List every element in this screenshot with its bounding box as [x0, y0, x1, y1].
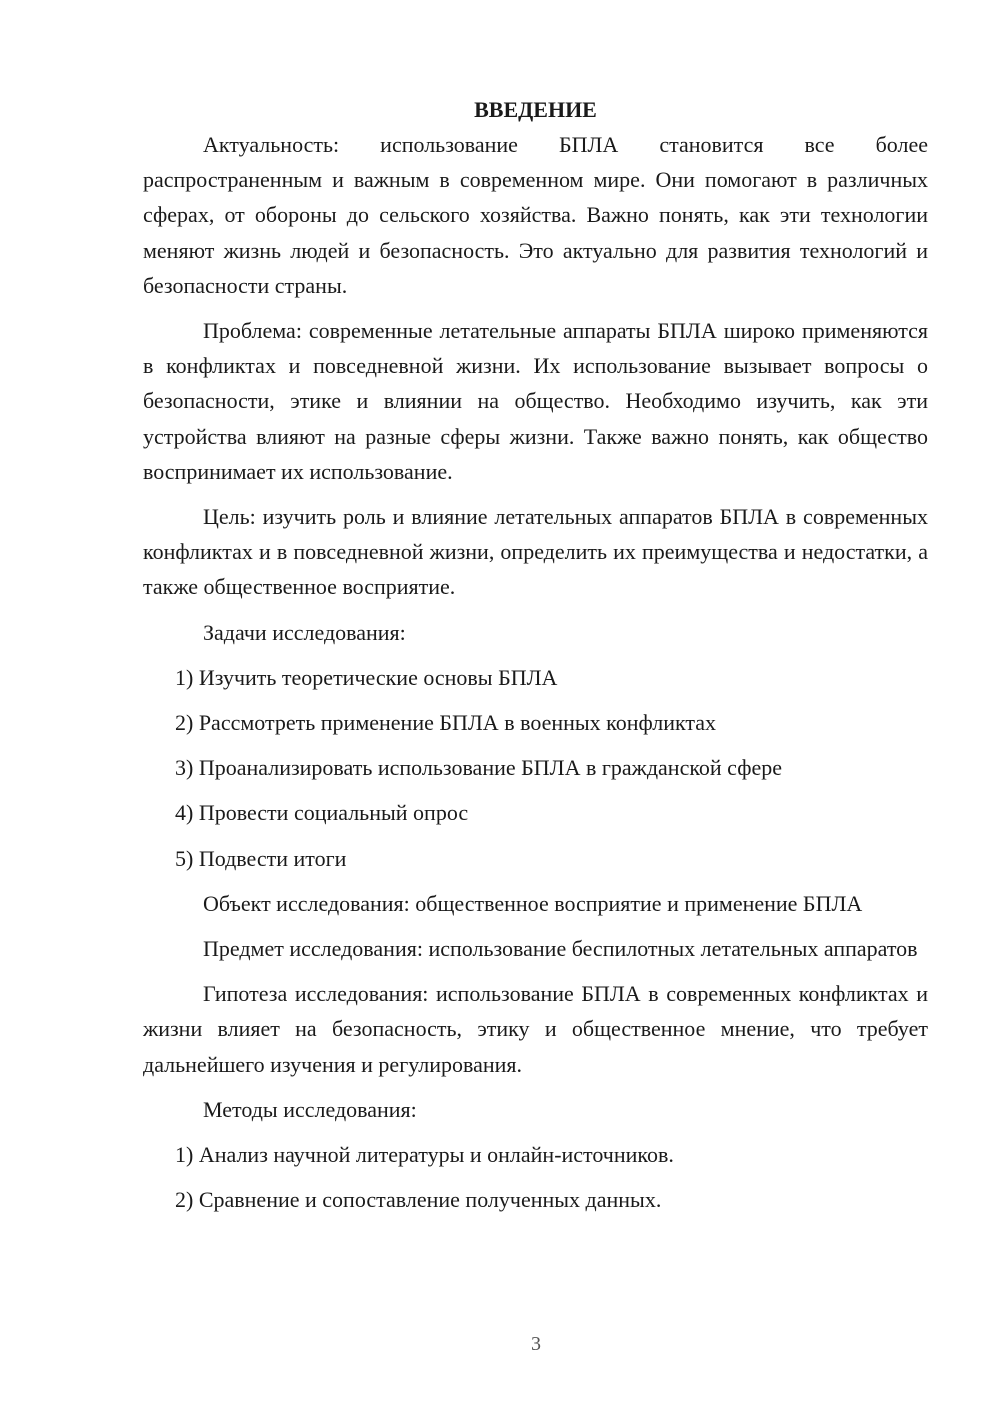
list-item-task: 5) Подвести итоги	[175, 845, 347, 871]
page-number: 3	[531, 1333, 541, 1355]
list-item-task: 3) Проанализировать использование БПЛА в гражданской сфере	[175, 755, 782, 781]
methods-title: Методы исследования:	[203, 1096, 417, 1122]
list-item-task: 4) Провести социальный опрос	[175, 800, 469, 826]
list-item-method: 2) Сравнение и сопоставление полученных данных.	[175, 1187, 662, 1213]
paragraph-hypothesis: Гипотеза исследования: использование БПЛА в современных конфликтах и жизни влияет на безопасность, этику и общественное мнение, что требует дальнейшего изучения и регулирования.	[143, 981, 928, 1077]
list-item-method: 1) Анализ научной литературы и онлайн-источников.	[175, 1142, 674, 1168]
document-page	[143, 92, 928, 1217]
list-item-task: 2) Рассмотреть применение БПЛА в военных конфликтах	[175, 710, 717, 736]
section-heading: ВВЕДЕНИЕ	[474, 97, 597, 122]
tasks-title: Задачи исследования:	[203, 619, 406, 645]
paragraph-object: Объект исследования: общественное восприятие и применение БПЛА	[203, 890, 863, 916]
paragraph-subject: Предмет исследования: использование беспилотных летательных аппаратов	[203, 936, 918, 962]
paragraph-relevance: Актуальность: использование БПЛА становится все более распространенным и важным в современном мире. Они помогают в различных сферах, от обороны до сельского хозяйства. Важно понять, как эти технологии меняют жизнь людей и безопасность. Это актуально для развития технологий и безопасности страны.	[143, 132, 928, 298]
paragraph-problem: Проблема: современные летательные аппараты БПЛА широко применяются в конфликтах и повседневной жизни. Их использование вызывает вопросы о безопасности, этике и влиянии на общество. Необходимо изучить, как эти устройства влияют на разные сферы жизни. Также важно понять, как общество воспринимает их использование.	[143, 318, 928, 484]
paragraph-goal: Цель: изучить роль и влияние летательных аппаратов БПЛА в современных конфликтах и в повседневной жизни, определить их преимущества и недостатки, а также общественное восприятие.	[143, 504, 928, 600]
list-item-task: 1) Изучить теоретические основы БПЛА	[175, 664, 558, 690]
